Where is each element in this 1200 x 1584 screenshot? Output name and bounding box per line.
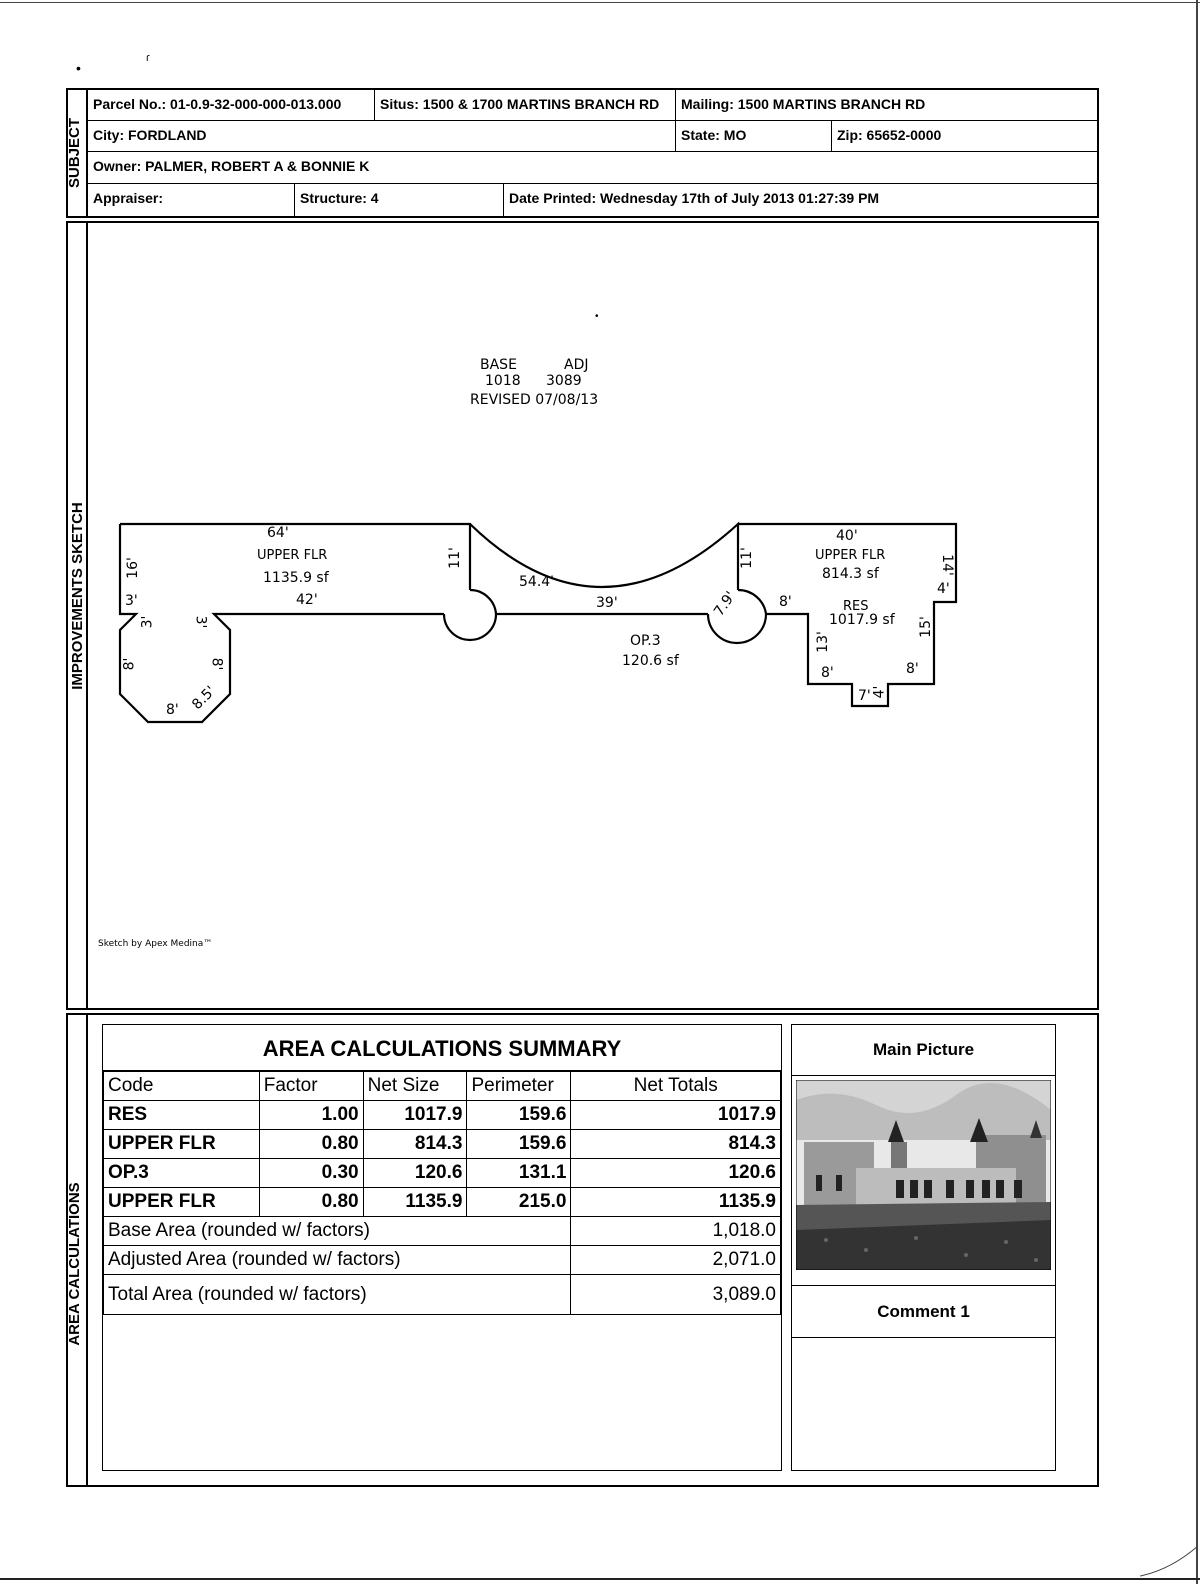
comment-divider-bottom [791, 1337, 1056, 1338]
upper-floor-right-area: 814.3 sf [822, 566, 879, 582]
dim-label: 64' [267, 525, 289, 541]
zip-field: Zip: 65652-0000 [831, 120, 1098, 152]
picture-divider [791, 1075, 1056, 1076]
base-area-row [104, 1217, 781, 1246]
net-total-cell: 814.3 [571, 1130, 781, 1159]
sketch-credit: Sketch by Apex Medina™ [98, 939, 213, 949]
dim-label: 4' [871, 685, 888, 699]
table-row [104, 1130, 781, 1159]
dim-label: 8' [166, 702, 179, 718]
upper-floor-left-label: UPPER FLR [257, 548, 328, 563]
dim-label: 11' [738, 547, 755, 569]
code-cell: OP.3 [104, 1159, 260, 1188]
left-circle-bay [444, 590, 496, 640]
factor-cell: 0.30 [259, 1159, 363, 1188]
perimeter-cell: 131.1 [467, 1159, 571, 1188]
sketch-adj-label: ADJ [564, 357, 589, 373]
sketch-base-value: 1018 [485, 373, 521, 389]
structure-field: Structure: 4 [294, 183, 504, 217]
net-size-cell: 814.3 [363, 1130, 467, 1159]
perimeter-cell: 159.6 [467, 1130, 571, 1159]
dim-label: 13' [814, 631, 831, 653]
dim-label: 8' [208, 657, 225, 671]
dim-label: 54.4' [519, 574, 555, 590]
area-summary-title: AREA CALCULATIONS SUMMARY [262, 1036, 622, 1061]
res-area: 1017.9 sf [829, 612, 895, 628]
sketch-section-label: IMPROVEMENTS SKETCH [69, 502, 86, 690]
net-size-cell: 1017.9 [363, 1101, 467, 1130]
main-picture-label: Main Picture [872, 1040, 975, 1059]
code-cell: RES [104, 1101, 260, 1130]
adjusted-area-value: 2,071.0 [571, 1246, 781, 1275]
table-row [104, 1188, 781, 1217]
scan-speck: ɾ [146, 52, 150, 64]
main-picture-photo [796, 1080, 1051, 1270]
comment-label: Comment 1 [877, 1302, 970, 1321]
adjusted-area-label: Adjusted Area (rounded w/ factors) [104, 1246, 571, 1275]
total-area-row [104, 1275, 781, 1315]
dim-label: 3' [139, 615, 156, 629]
appraiser-field: Appraiser: [87, 183, 295, 217]
owner-field: Owner: PALMER, ROBERT A & BONNIE K [87, 151, 1098, 184]
state-field: State: MO [675, 120, 832, 152]
net-size-cell: 120.6 [363, 1159, 467, 1188]
factor-cell: 1.00 [259, 1101, 363, 1130]
dim-label: 8' [906, 661, 919, 677]
net-total-cell: 1135.9 [571, 1188, 781, 1217]
total-area-label: Total Area (rounded w/ factors) [104, 1275, 571, 1315]
dim-label: 42' [296, 592, 318, 608]
code-cell: UPPER FLR [104, 1188, 260, 1217]
scan-edge-artifact [1140, 1540, 1200, 1584]
op3-area: 120.6 sf [622, 653, 679, 669]
comment-divider-top [791, 1285, 1056, 1286]
date-printed-field: Date Printed: Wednesday 17th of July 2013 01:27:39 PM [503, 183, 1098, 217]
base-area-value: 1,018.0 [571, 1217, 781, 1246]
dim-label: 11' [446, 547, 463, 569]
code-cell: UPPER FLR [104, 1130, 260, 1159]
factor-cell: 0.80 [259, 1188, 363, 1217]
subject-section-label: SUBJECT [66, 118, 83, 189]
column-header-factor: Factor [259, 1072, 363, 1101]
sketch-base-label: BASE [480, 357, 517, 373]
dim-label: 7' [858, 688, 871, 704]
table-row [104, 1101, 781, 1130]
factor-cell: 0.80 [259, 1130, 363, 1159]
dim-label: 16' [124, 557, 141, 579]
scan-speck: • [76, 60, 81, 76]
situs-field: Situs: 1500 & 1700 MARTINS BRANCH RD [374, 89, 676, 121]
sketch-revised-date: REVISED 07/08/13 [470, 392, 599, 408]
perimeter-cell: 159.6 [467, 1101, 571, 1130]
city-field: City: FORDLAND [87, 120, 676, 152]
page-bottom-border [0, 1578, 1200, 1580]
base-area-label: Base Area (rounded w/ factors) [104, 1217, 571, 1246]
dim-label: 14' [938, 554, 955, 576]
net-total-cell: 1017.9 [571, 1101, 781, 1130]
area-summary-table [103, 1071, 781, 1315]
column-header-net-totals: Net Totals [571, 1072, 781, 1101]
dim-label: 39' [596, 595, 618, 611]
scan-speck: • [595, 311, 599, 322]
table-header-row [104, 1072, 781, 1101]
sketch-adj-value: 3089 [546, 373, 582, 389]
dim-label: 3' [125, 593, 138, 609]
dim-label: 8' [821, 665, 834, 681]
upper-floor-right-label: UPPER FLR [815, 548, 886, 563]
area-section-label: AREA CALCULATIONS [66, 1182, 83, 1346]
dim-label: 8' [121, 657, 138, 671]
adjusted-area-row [104, 1246, 781, 1275]
upper-floor-left-area: 1135.9 sf [263, 570, 329, 586]
mailing-field: Mailing: 1500 MARTINS BRANCH RD [675, 89, 1098, 121]
total-area-value: 3,089.0 [571, 1275, 781, 1315]
column-header-perimeter: Perimeter [467, 1072, 571, 1101]
dim-label: 8.5' [189, 683, 219, 713]
perimeter-cell: 215.0 [467, 1188, 571, 1217]
dim-label: 7.9' [711, 588, 740, 620]
column-header-net-size: Net Size [363, 1072, 467, 1101]
dim-label: 4' [937, 581, 950, 597]
parcel-no-field: Parcel No.: 01-0.9-32-000-000-013.000 [87, 89, 375, 121]
dim-label: 40' [836, 528, 858, 544]
net-size-cell: 1135.9 [363, 1188, 467, 1217]
net-total-cell: 120.6 [571, 1159, 781, 1188]
op3-label: OP.3 [630, 633, 661, 649]
res-label: RES [843, 599, 869, 614]
column-header-code: Code [104, 1072, 260, 1101]
dim-label: 8' [779, 594, 792, 610]
dim-label: 15' [917, 616, 934, 638]
dim-label: 3' [192, 615, 209, 629]
table-row [104, 1159, 781, 1188]
